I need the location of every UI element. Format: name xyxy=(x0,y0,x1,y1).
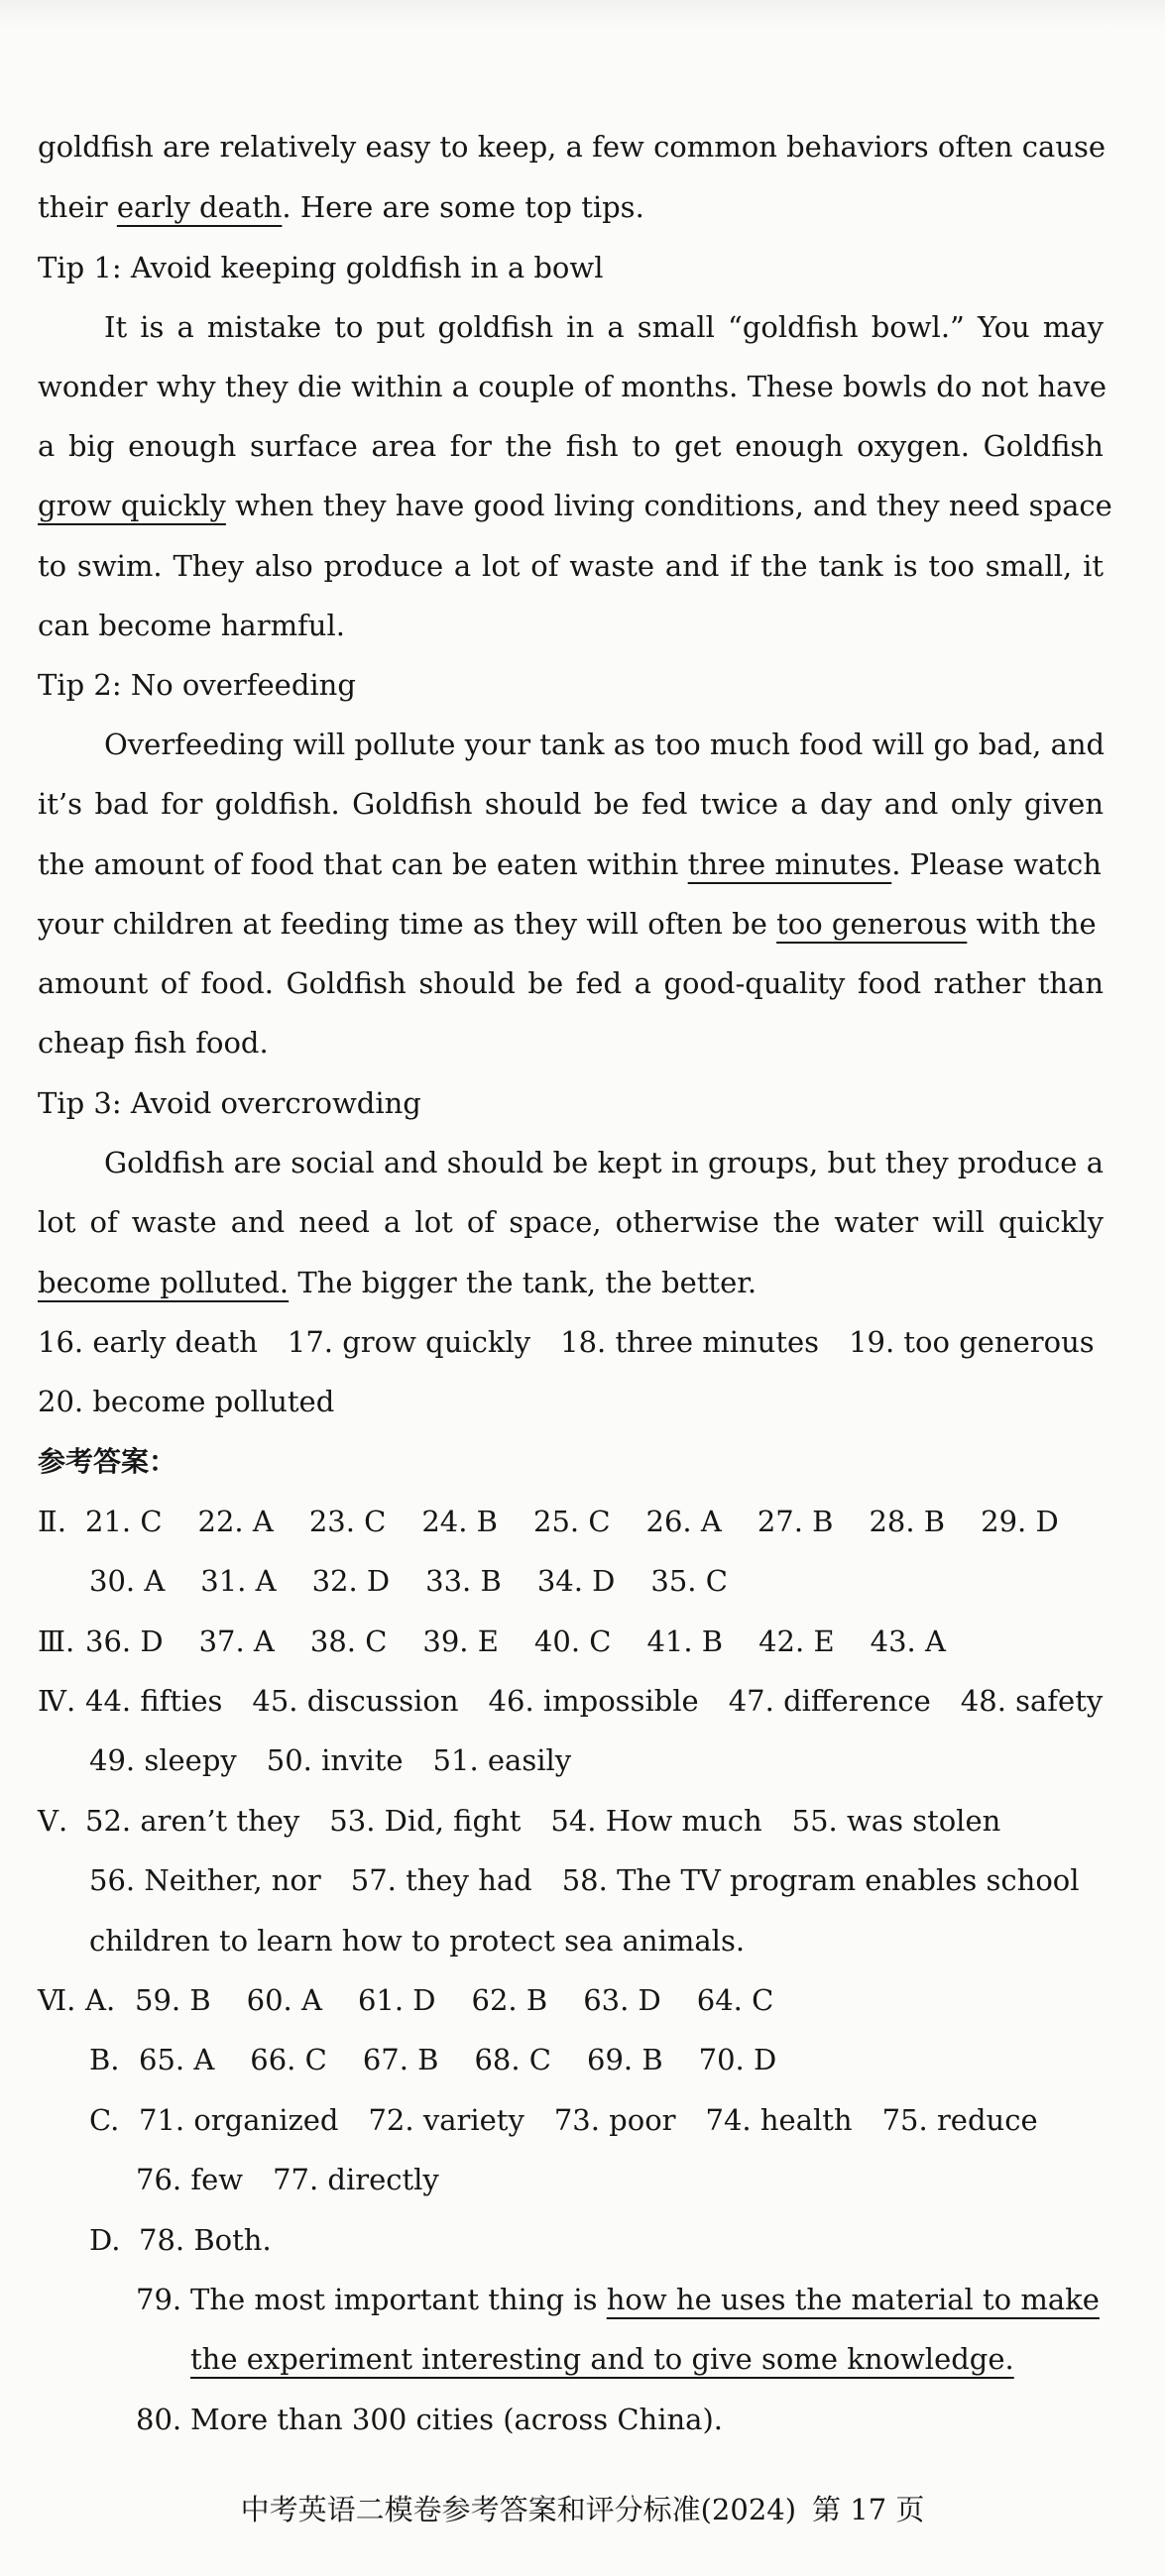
answer-item: 50. invite xyxy=(266,1743,404,1777)
section-6-row xyxy=(38,1970,1104,2030)
passage-line: it’s bad for goldfish. Goldfish should be fed twice a day and only given xyxy=(38,787,1104,821)
section-numeral: Ⅳ. xyxy=(38,1684,76,1718)
passage-line: goldfish are relatively easy to keep, a few common behaviors often cause xyxy=(38,130,1107,164)
passage-line xyxy=(38,476,1112,535)
text-run: . Please watch xyxy=(891,847,1102,881)
page-number: 第 17 页 xyxy=(812,2493,925,2526)
answer-item: 74. health xyxy=(705,2103,853,2137)
underlined-answer: three minutes xyxy=(687,847,892,881)
section-2-row xyxy=(38,1492,1104,1551)
answer-item: 44. fifties xyxy=(85,1684,223,1718)
passage-line: wonder why they die within a couple of months. These bowls do not have xyxy=(38,370,1107,403)
answer-item: 23. C xyxy=(308,1505,387,1538)
passage-line xyxy=(38,835,1104,894)
underlined-answer: grow quickly xyxy=(38,489,226,522)
passage-line: Overfeeding will pollute your tank as too much food will go bad, and xyxy=(104,728,1106,761)
answer-item: 28. B xyxy=(869,1505,946,1538)
answer-item: 41. B xyxy=(646,1624,724,1658)
page-footer xyxy=(0,2480,1165,2539)
passage-line: Goldfish are social and should be kept in groups, but they produce a xyxy=(104,1146,1104,1179)
answer-item: 39. E xyxy=(422,1624,499,1658)
answer-item: 36. D xyxy=(85,1624,164,1658)
answer-item: 33. B xyxy=(425,1564,502,1598)
answer-item: 43. A xyxy=(870,1624,946,1658)
section-4-row xyxy=(89,1731,1104,1790)
passage-line: can become harmful. xyxy=(38,609,345,642)
tip-heading: Tip 2: No overfeeding xyxy=(38,668,356,702)
answer-item: 57. they had xyxy=(350,1863,532,1897)
underlined-answer: too generous xyxy=(776,907,968,941)
answer-item: 53. Did, fight xyxy=(329,1804,522,1838)
answer-item: 38. C xyxy=(309,1624,388,1658)
question-number: 79. xyxy=(136,2283,182,2316)
passage-line xyxy=(38,177,1104,237)
section-6-row xyxy=(136,2150,1104,2209)
answer-item: 54. How much xyxy=(550,1804,762,1838)
answer-item: 64. C xyxy=(696,1983,774,2017)
answer-item: 62. B xyxy=(471,1983,548,2017)
section-numeral: Ⅴ. xyxy=(38,1804,68,1838)
answer-item: 22. A xyxy=(197,1505,274,1538)
answer-item: 52. aren’t they xyxy=(85,1804,300,1838)
answer-item: 66. C xyxy=(250,2043,327,2076)
answer-item: 46. impossible xyxy=(488,1684,699,1718)
tip-heading: Tip 1: Avoid keeping goldfish in a bowl xyxy=(38,251,604,284)
answer-item: 68. C xyxy=(474,2043,551,2076)
underlined-answer: how he uses the material to make xyxy=(606,2283,1100,2316)
answer-item: 70. D xyxy=(698,2043,777,2076)
answer-item: 78. Both. xyxy=(139,2223,272,2257)
answer-item: 21. C xyxy=(85,1505,163,1538)
answer-item: 16. early death xyxy=(38,1325,258,1359)
section-6-row xyxy=(89,2030,1104,2089)
text-run: The most important thing is xyxy=(190,2283,607,2316)
answer-item: 60. A xyxy=(246,1983,322,2017)
section-2-row xyxy=(89,1551,1104,1611)
answer-item: 19. too generous xyxy=(849,1325,1095,1359)
answer-item: children to learn how to protect sea animals. xyxy=(89,1924,746,1958)
subsection-label: B. xyxy=(89,2043,120,2076)
answer-item: 63. D xyxy=(583,1983,661,2017)
answer-item: 34. D xyxy=(536,1564,616,1598)
section-4-row xyxy=(38,1671,1104,1731)
answer-item: 73. poor xyxy=(553,2103,676,2137)
text-run: when they have good living conditions, and they need space xyxy=(225,489,1112,522)
passage-line: lot of waste and need a lot of space, otherwise the water will quickly xyxy=(38,1205,1104,1239)
answer-item: 29. D xyxy=(981,1505,1059,1538)
text-run: . Here are some top tips. xyxy=(282,190,644,224)
answer-item: 48. safety xyxy=(960,1684,1104,1718)
passage-line: a big enough surface area for the fish to get enough oxygen. Goldfish xyxy=(38,429,1104,463)
answer-item: 72. variety xyxy=(368,2103,524,2137)
reference-answers-heading: 参考答案： xyxy=(38,1445,177,1478)
footer-title: 中考英语二模卷参考答案和评分标准(2024) xyxy=(240,2493,797,2526)
section-5-row xyxy=(38,1791,1104,1850)
section-3-row xyxy=(38,1612,1104,1671)
section-numeral: Ⅲ. xyxy=(38,1624,75,1658)
subsection-label: C. xyxy=(89,2103,120,2137)
answer-item: 67. B xyxy=(362,2043,439,2076)
answer-item: 49. sleepy xyxy=(89,1743,237,1777)
answer-item: 61. D xyxy=(357,1983,436,2017)
section-6-row xyxy=(89,2210,1104,2270)
text-run: the amount of food that can be eaten within xyxy=(38,847,688,881)
answer-row xyxy=(38,1312,1104,1372)
answer-item: 26. A xyxy=(645,1505,722,1538)
passage-line: It is a mistake to put goldfish in a small “goldfish bowl.” You may xyxy=(104,310,1104,344)
answer-item: 45. discussion xyxy=(252,1684,459,1718)
section-5-row xyxy=(89,1911,1104,1970)
answer-row xyxy=(38,1372,1104,1431)
subsection-label: D. xyxy=(89,2223,121,2257)
answer-item: 37. A xyxy=(198,1624,275,1658)
answer-item: 75. reduce xyxy=(881,2103,1038,2137)
section-6-row xyxy=(89,2090,1104,2150)
passage-line: to swim. They also produce a lot of waste and if the tank is too small, it xyxy=(38,549,1104,583)
answer-item: 20. become polluted xyxy=(38,1385,335,1418)
answer-item: 76. few xyxy=(136,2163,244,2196)
answer-item: 65. A xyxy=(139,2043,215,2076)
answer-item: 18. three minutes xyxy=(560,1325,820,1359)
answer-item: 25. C xyxy=(533,1505,611,1538)
answer-item: 17. grow quickly xyxy=(287,1325,531,1359)
passage-line: cheap fish food. xyxy=(38,1026,269,1060)
section-6-row xyxy=(190,2329,1104,2389)
underlined-answer: become polluted. xyxy=(38,1266,290,1299)
answer-item: 24. B xyxy=(421,1505,498,1538)
answer-item: 51. easily xyxy=(432,1743,572,1777)
text-run: their xyxy=(38,190,117,224)
answer-item: 71. organized xyxy=(139,2103,339,2137)
underlined-answer: early death xyxy=(116,190,283,224)
text-run: with the xyxy=(967,907,1097,941)
section-6-row xyxy=(136,2390,1104,2449)
answer-item: 58. The TV program enables school xyxy=(561,1863,1080,1897)
underlined-answer: the experiment interesting and to give some knowledge. xyxy=(190,2342,1014,2376)
answer-item: More than 300 cities (across China). xyxy=(190,2403,723,2436)
passage-line: amount of food. Goldfish should be fed a good-quality food rather than xyxy=(38,966,1104,1000)
answer-item: 30. A xyxy=(89,1564,166,1598)
answer-item: 55. was stolen xyxy=(791,1804,1001,1838)
subsection-label: A. xyxy=(85,1983,116,2017)
tip-heading: Tip 3: Avoid overcrowding xyxy=(38,1086,421,1120)
answer-item: 40. C xyxy=(533,1624,612,1658)
answer-item: 27. B xyxy=(757,1505,834,1538)
answer-item: 69. B xyxy=(587,2043,663,2076)
question-number: 80. xyxy=(136,2403,182,2436)
answer-item: 47. difference xyxy=(728,1684,931,1718)
text-run: your children at feeding time as they will often be xyxy=(38,907,777,941)
section-numeral: Ⅵ. xyxy=(38,1983,76,2017)
answer-item: 32. D xyxy=(311,1564,391,1598)
text-run: The bigger the tank, the better. xyxy=(289,1266,757,1299)
section-6-row xyxy=(136,2270,1104,2329)
answer-item: 77. directly xyxy=(273,2163,439,2196)
section-5-row xyxy=(89,1850,1104,1910)
passage-line xyxy=(38,894,1104,953)
answer-item: 31. A xyxy=(200,1564,277,1598)
answer-item: 56. Neither, nor xyxy=(89,1863,321,1897)
answer-item: 35. C xyxy=(650,1564,728,1598)
answer-item: 42. E xyxy=(758,1624,835,1658)
section-numeral: Ⅱ. xyxy=(38,1505,66,1538)
answer-item: 59. B xyxy=(135,1983,211,2017)
passage-line xyxy=(38,1253,1104,1312)
